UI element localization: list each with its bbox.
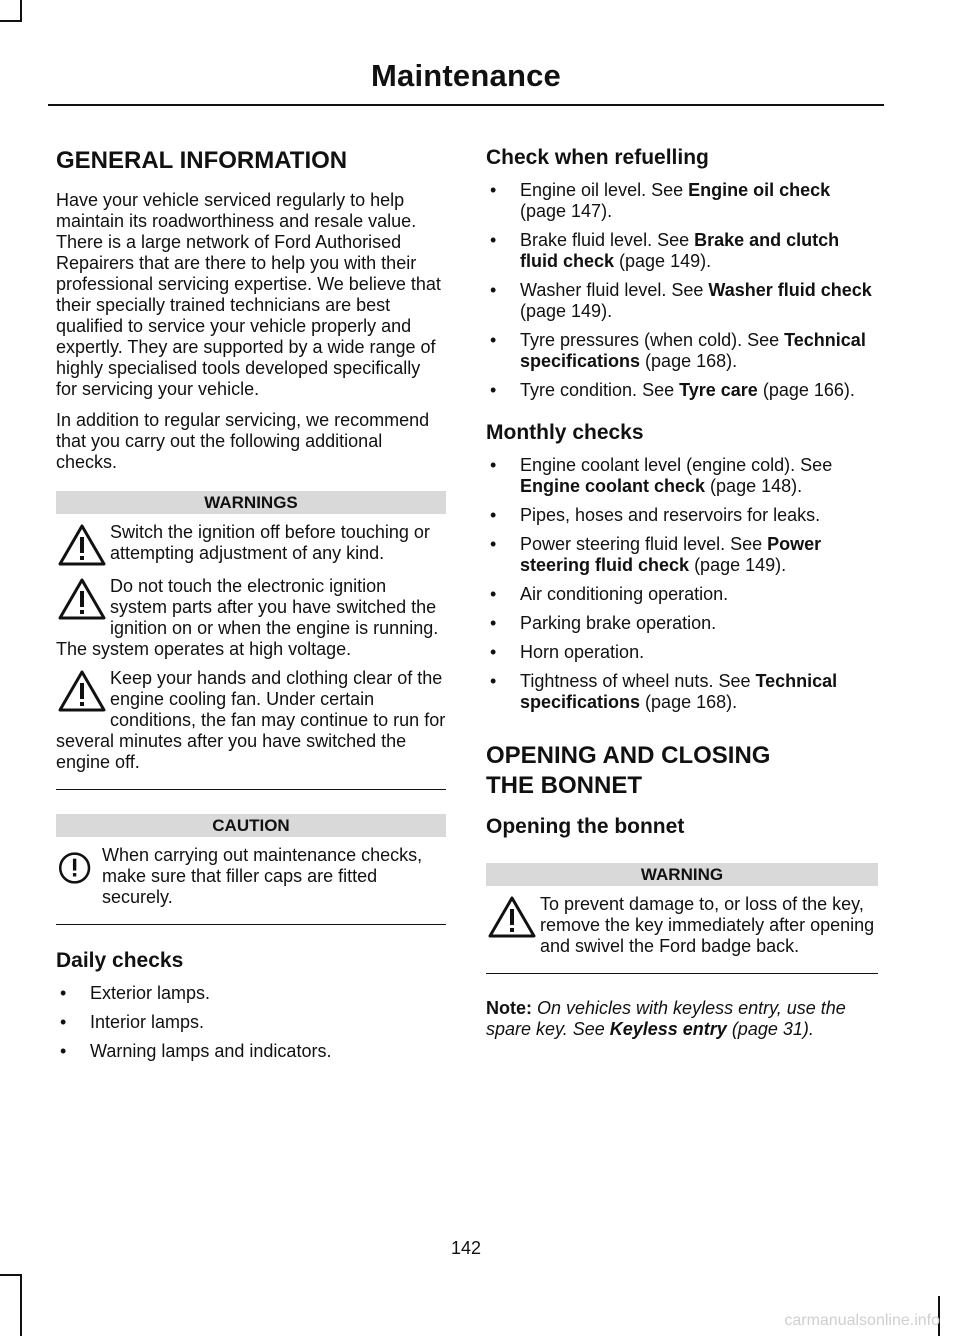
heading-check-when-refuelling: Check when refuelling bbox=[486, 146, 709, 169]
caution-heading: CAUTION bbox=[56, 814, 446, 837]
warning-heading: WARNING bbox=[486, 863, 878, 886]
refuelling-checks-list bbox=[486, 180, 878, 401]
right-column bbox=[486, 140, 878, 1040]
heading-opening-closing-bonnet: OPENING AND CLOSING THE BONNET bbox=[486, 742, 771, 799]
warnings-heading: WARNINGS bbox=[56, 491, 446, 514]
page-header-title: Maintenance bbox=[371, 58, 561, 93]
warning-item bbox=[486, 894, 878, 957]
page-reference-link[interactable]: Technical specifications bbox=[520, 671, 838, 712]
list-item: • Interior lamps. bbox=[56, 1012, 446, 1033]
left-column bbox=[56, 140, 446, 1062]
list-item: • Tightness of wheel nuts. See Technical specifications (page 168). bbox=[486, 671, 878, 713]
list-item: • Pipes, hoses and reservoirs for leaks. bbox=[486, 505, 878, 526]
general-info-paragraph: Have your vehicle serviced regularly to help maintain its roadworthiness and resale value. There is a large network of Ford Authorised Repairers that are there to help you with their professional servicing expertise. We believe that their specially trained technicians are best qualified to service your vehicle properly and expertly. They are supported by a wide range of highly specialised tools developed specifically for servicing your vehicle. bbox=[56, 190, 441, 399]
warning-triangle-icon bbox=[56, 668, 108, 714]
page-reference-link[interactable]: Washer fluid check bbox=[708, 280, 872, 300]
caution-end-rule bbox=[56, 924, 446, 925]
list-item: • Air conditioning operation. bbox=[486, 584, 878, 605]
watermark-text: carmanualsonline.info bbox=[784, 1312, 940, 1329]
page-reference-link[interactable]: Engine coolant check bbox=[520, 476, 706, 496]
page-reference-link[interactable]: Power steering fluid check bbox=[520, 534, 822, 575]
daily-checks-list bbox=[56, 983, 446, 1062]
caution-circle-icon bbox=[56, 845, 100, 891]
heading-daily-checks: Daily checks bbox=[56, 949, 184, 972]
heading-monthly-checks: Monthly checks bbox=[486, 421, 644, 444]
keyless-entry-note: Note: On vehicles with keyless entry, use the spare key. See Keyless entry (page 31). bbox=[486, 998, 846, 1039]
crop-mark-bottom-right bbox=[938, 1296, 960, 1336]
warning-text: Do not touch the electronic ignition system parts after you have switched the ignition on or when the engine is running. The system operates at high voltage. bbox=[56, 576, 439, 659]
caution-item bbox=[56, 845, 446, 908]
list-item: • Tyre condition. See Tyre care (page 166). bbox=[486, 380, 878, 401]
list-item: • Warning lamps and indicators. bbox=[56, 1041, 446, 1062]
page-number: 142 bbox=[450, 1238, 482, 1258]
caution-text: When carrying out maintenance checks, make sure that filler caps are fitted securely. bbox=[102, 845, 423, 907]
warning-triangle-icon bbox=[486, 894, 538, 940]
page-reference-link[interactable]: Technical specifications bbox=[520, 330, 866, 371]
list-item: • Horn operation. bbox=[486, 642, 878, 663]
warning-item bbox=[56, 576, 446, 660]
page-reference-link[interactable]: Engine oil check bbox=[688, 180, 831, 200]
page-reference-link[interactable]: Keyless entry bbox=[609, 1019, 727, 1039]
crop-mark-top-left bbox=[0, 0, 22, 22]
note-label: Note: bbox=[486, 998, 532, 1018]
heading-opening-the-bonnet: Opening the bonnet bbox=[486, 815, 685, 838]
warning-triangle-icon bbox=[56, 522, 108, 568]
list-item: • Parking brake operation. bbox=[486, 613, 878, 634]
list-item: • Exterior lamps. bbox=[56, 983, 446, 1004]
warning-text: To prevent damage to, or loss of the key, remove the key immediately after opening and swivel the Ford badge back. bbox=[540, 894, 875, 956]
warning-triangle-icon bbox=[56, 576, 108, 622]
monthly-checks-list bbox=[486, 455, 878, 713]
list-item: • Tyre pressures (when cold). See Technical specifications (page 168). bbox=[486, 330, 878, 372]
warning-item bbox=[56, 522, 446, 568]
header-divider bbox=[48, 104, 884, 106]
list-item: • Engine coolant level (engine cold). See Engine coolant check (page 148). bbox=[486, 455, 878, 497]
page-reference-link[interactable]: Tyre care bbox=[679, 380, 758, 400]
heading-general-information: GENERAL INFORMATION bbox=[56, 147, 348, 174]
additional-checks-paragraph: In addition to regular servicing, we recommend that you carry out the following additional checks. bbox=[56, 410, 430, 472]
warning-text: Switch the ignition off before touching or attempting adjustment of any kind. bbox=[110, 522, 430, 563]
list-item: • Washer fluid level. See Washer fluid check (page 149). bbox=[486, 280, 878, 322]
warning-item bbox=[56, 668, 446, 773]
warning-end-rule bbox=[486, 973, 878, 974]
warnings-end-rule bbox=[56, 789, 446, 790]
warning-text: Keep your hands and clothing clear of the engine cooling fan. Under certain conditions, the fan may continue to run for several minutes after you have switched the engine off. bbox=[56, 668, 446, 772]
crop-mark-bottom-left bbox=[0, 1274, 22, 1336]
list-item: • Brake fluid level. See Brake and clutch fluid check (page 149). bbox=[486, 230, 878, 272]
list-item: • Engine oil level. See Engine oil check (page 147). bbox=[486, 180, 878, 222]
page-reference-link[interactable]: Brake and clutch fluid check bbox=[520, 230, 840, 271]
list-item: • Power steering fluid level. See Power steering fluid check (page 149). bbox=[486, 534, 878, 576]
